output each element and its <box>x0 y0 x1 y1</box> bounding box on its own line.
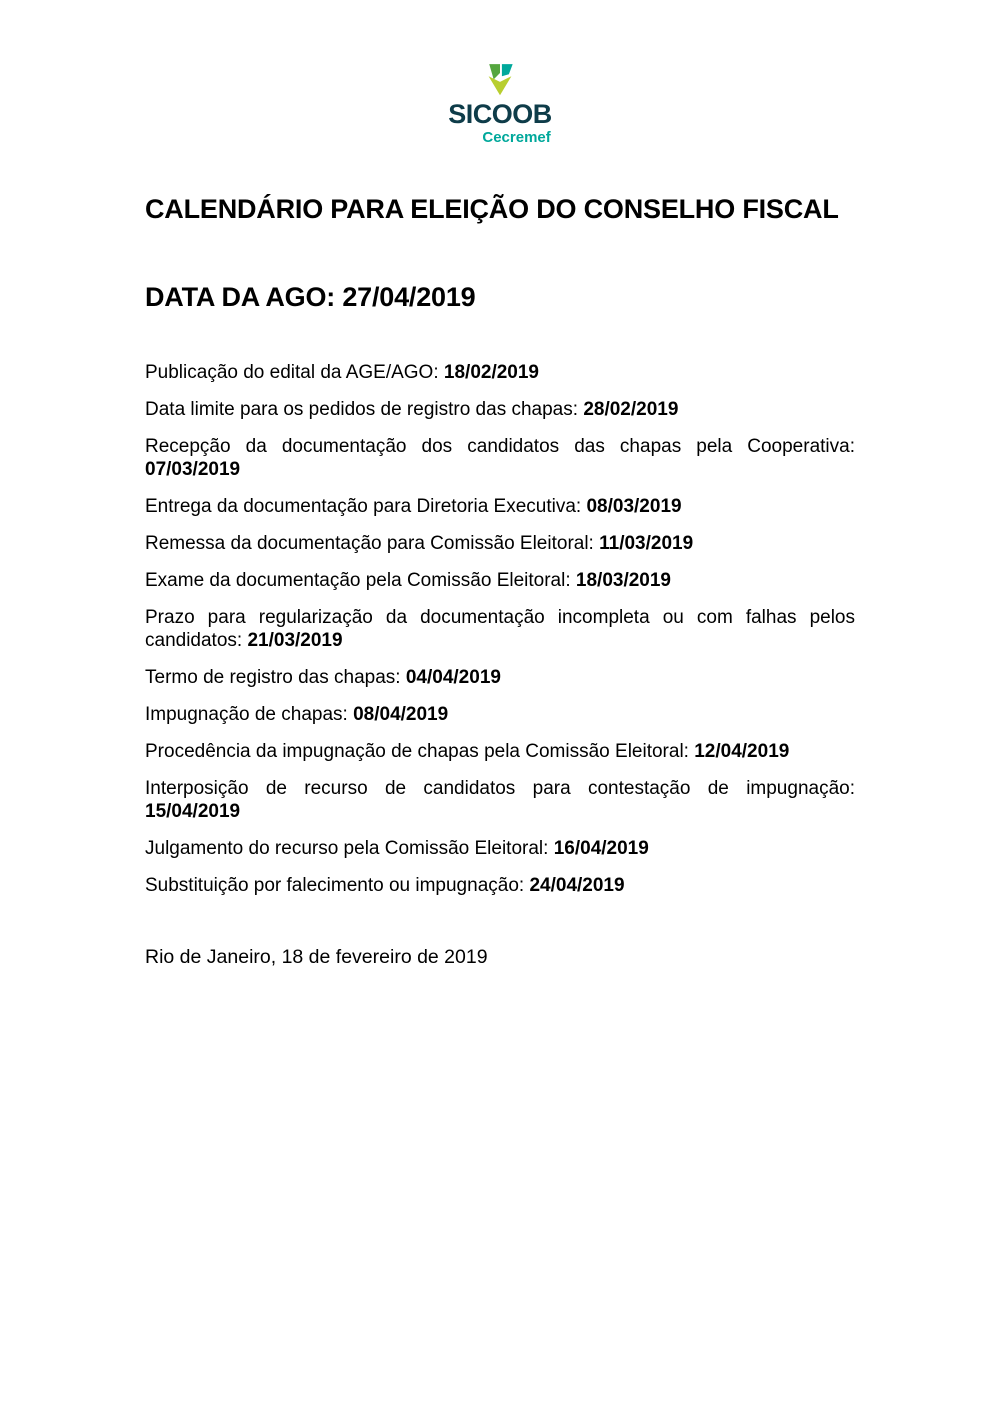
item-label: Exame da documentação pela Comissão Eleitoral: <box>145 569 571 591</box>
schedule-item <box>145 398 855 421</box>
item-label: Prazo para regularização da documentação incompleta ou com falhas pelos candidatos: <box>145 606 855 651</box>
item-date: 08/04/2019 <box>353 703 449 725</box>
brand-subname: Cecremef <box>482 128 551 146</box>
document-title: CALENDÁRIO PARA ELEIÇÃO DO CONSELHO FISCAL <box>145 193 839 224</box>
item-label: Remessa da documentação para Comissão Eleitoral: <box>145 532 594 554</box>
item-date: 24/04/2019 <box>529 874 625 896</box>
item-date: 16/04/2019 <box>553 837 649 859</box>
item-label: Data limite para os pedidos de registro das chapas: <box>145 398 579 420</box>
schedule-item <box>145 435 855 481</box>
item-date: 28/02/2019 <box>583 398 679 420</box>
schedule-item <box>145 874 855 897</box>
schedule-item <box>145 666 855 689</box>
schedule-list <box>145 361 855 897</box>
item-date: 12/04/2019 <box>694 740 790 762</box>
sicoob-triangle-icon <box>481 62 519 98</box>
ago-date-heading: DATA DA AGO: 27/04/2019 <box>145 281 476 312</box>
schedule-item <box>145 569 855 592</box>
schedule-item <box>145 777 855 823</box>
schedule-item <box>145 740 855 763</box>
item-label: Entrega da documentação para Diretoria Executiva: <box>145 495 582 517</box>
item-date: 21/03/2019 <box>247 629 343 651</box>
schedule-item <box>145 361 855 384</box>
item-label: Julgamento do recurso pela Comissão Eleitoral: <box>145 837 549 859</box>
item-date: 11/03/2019 <box>599 532 694 554</box>
brand-name: SICOOB <box>448 99 552 129</box>
place-and-date-line: Rio de Janeiro, 18 de fevereiro de 2019 <box>145 945 488 968</box>
schedule-item <box>145 532 855 555</box>
schedule-item <box>145 495 855 518</box>
item-label: Procedência da impugnação de chapas pela Comissão Eleitoral: <box>145 740 689 762</box>
schedule-item <box>145 837 855 860</box>
item-label: Recepção da documentação dos candidatos das chapas pela Cooperativa: <box>145 435 855 457</box>
item-date: 18/03/2019 <box>575 569 671 591</box>
item-label: Impugnação de chapas: <box>145 703 348 725</box>
item-label: Substituição por falecimento ou impugnação: <box>145 874 525 896</box>
schedule-item <box>145 703 855 726</box>
sicoob-logo <box>448 62 552 147</box>
item-date: 04/04/2019 <box>405 666 501 688</box>
sicoob-wordmark <box>448 100 552 147</box>
item-label: Publicação do edital da AGE/AGO: <box>145 361 439 383</box>
item-date: 18/02/2019 <box>443 361 539 383</box>
item-label: Interposição de recurso de candidatos para contestação de impugnação: <box>145 777 855 799</box>
item-date: 08/03/2019 <box>586 495 682 517</box>
item-label: Termo de registro das chapas: <box>145 666 401 688</box>
schedule-item <box>145 606 855 652</box>
item-date: 15/04/2019 <box>145 800 241 822</box>
item-date: 07/03/2019 <box>145 458 241 480</box>
